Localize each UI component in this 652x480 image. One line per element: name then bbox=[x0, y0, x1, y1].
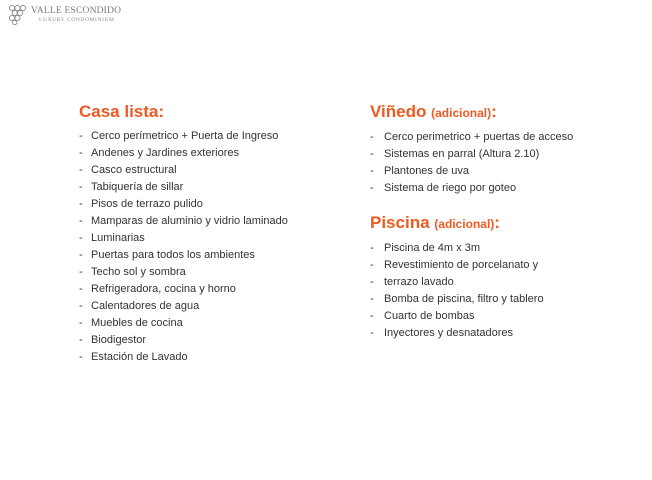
casa-lista-heading: Casa lista: bbox=[79, 102, 165, 121]
piscina-section bbox=[370, 211, 640, 342]
list-item: - Biodigestor bbox=[79, 332, 349, 349]
brand-name: VALLE ESCONDIDO bbox=[31, 6, 122, 16]
piscina-heading bbox=[370, 211, 640, 236]
list-item: - Inyectores y desnatadores bbox=[370, 325, 640, 342]
list-item: - Pisos de terrazo pulido bbox=[79, 196, 349, 213]
list-item: - Sistemas en parral (Altura 2.10) bbox=[370, 146, 640, 163]
vinedo-note: (adicional) bbox=[431, 106, 492, 120]
right-column bbox=[370, 100, 640, 342]
list-item: - Cerco perímetrico + Puerta de Ingreso bbox=[79, 128, 349, 145]
list-item: - Andenes y Jardines exteriores bbox=[79, 145, 349, 162]
casa-lista-section bbox=[79, 100, 349, 366]
grape-cluster-icon bbox=[8, 3, 28, 25]
vinedo-list bbox=[370, 129, 640, 197]
list-item: - Bomba de piscina, filtro y tablero bbox=[370, 291, 640, 308]
list-item: - Refrigeradora, cocina y horno bbox=[79, 281, 349, 298]
list-item: - Piscina de 4m x 3m bbox=[370, 240, 640, 257]
vinedo-heading bbox=[370, 100, 640, 125]
list-item: - Revestimiento de porcelanato y bbox=[370, 257, 640, 274]
list-item: - Cerco perimetrico + puertas de acceso bbox=[370, 129, 640, 146]
list-item: - Techo sol y sombra bbox=[79, 264, 349, 281]
list-item: - Puertas para todos los ambientes bbox=[79, 247, 349, 264]
list-item: - Casco estructural bbox=[79, 162, 349, 179]
brand-tagline: LUXURY CONDOMINIUM bbox=[39, 17, 115, 23]
list-item: - Plantones de uva bbox=[370, 163, 640, 180]
list-item: - Cuarto de bombas bbox=[370, 308, 640, 325]
piscina-colon: : bbox=[494, 213, 500, 232]
list-item: - Calentadores de agua bbox=[79, 298, 349, 315]
list-item: - Mamparas de aluminio y vidrio laminado bbox=[79, 213, 349, 230]
piscina-note: (adicional) bbox=[434, 217, 495, 231]
list-item: - Sistema de riego por goteo bbox=[370, 180, 640, 197]
list-item: - Tabiquería de sillar bbox=[79, 179, 349, 196]
vinedo-section bbox=[370, 100, 640, 197]
list-item: - Muebles de cocina bbox=[79, 315, 349, 332]
piscina-title: Piscina bbox=[370, 213, 430, 232]
brand-logo bbox=[8, 3, 122, 27]
piscina-list bbox=[370, 240, 640, 342]
vinedo-colon: : bbox=[491, 102, 497, 121]
casa-lista-list bbox=[79, 128, 349, 366]
list-item: - Estación de Lavado bbox=[79, 349, 349, 366]
list-item: - Luminarias bbox=[79, 230, 349, 247]
vinedo-title: Viñedo bbox=[370, 102, 427, 121]
list-item: - terrazo lavado bbox=[370, 274, 640, 291]
